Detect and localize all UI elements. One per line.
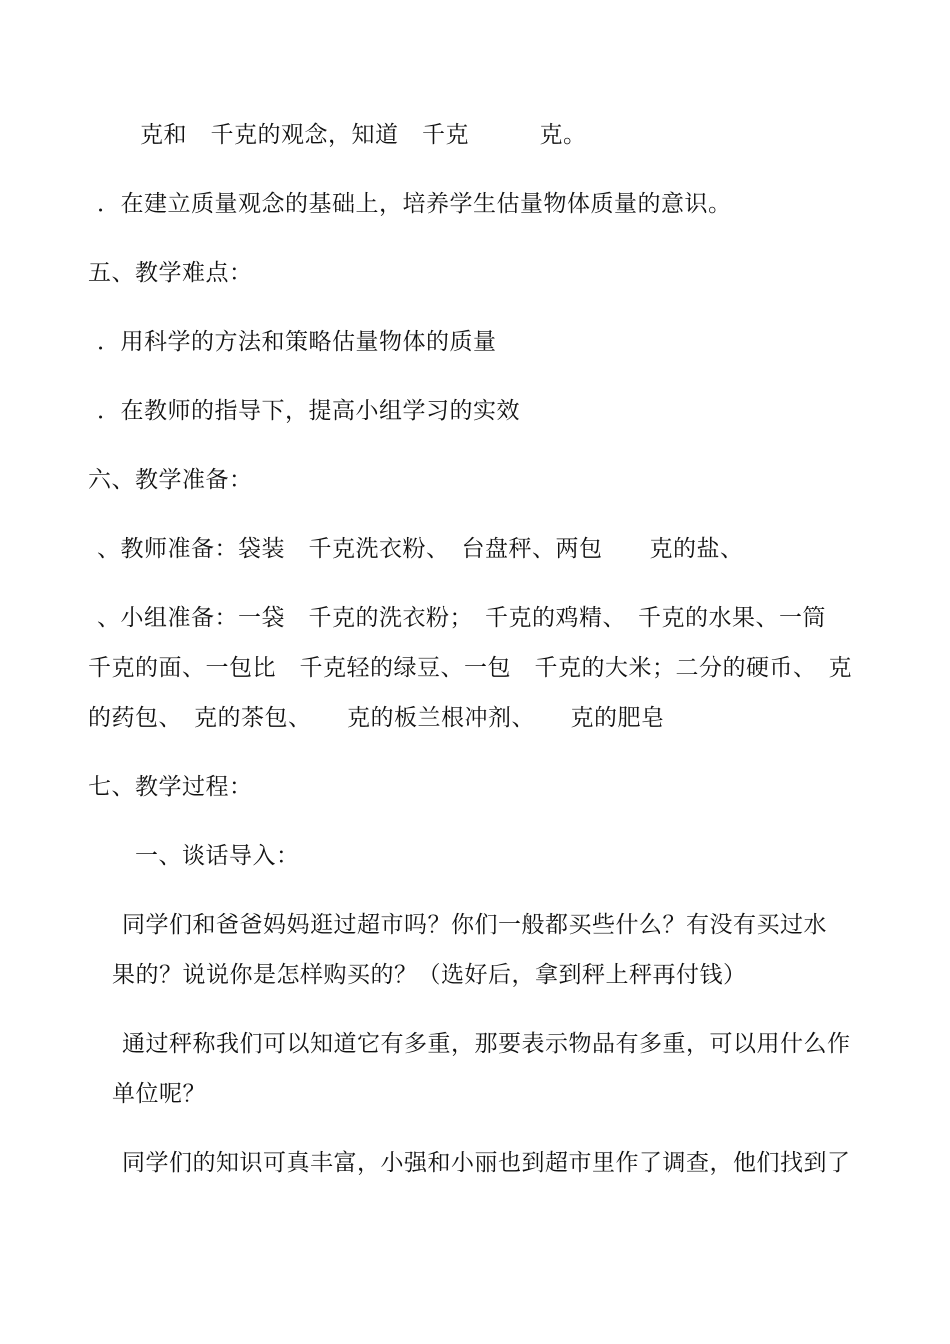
text-line: 同学们和爸爸妈妈逛过超市吗？你们一般都买些什么？有没有买过水 [122, 912, 827, 938]
text-line: ．在教师的指导下，提高小组学习的实效 [97, 398, 520, 424]
text-line: 、小组准备：一袋 千克的洗衣粉； 千克的鸡精、 千克的水果、一筒 [97, 605, 826, 631]
text-line: ．用科学的方法和策略估量物体的质量 [97, 329, 497, 355]
text-line: 单位呢？ [112, 1081, 206, 1107]
subsection-heading: 一、谈话导入： [135, 843, 300, 869]
text-line: 千克的面、一包比 千克轻的绿豆、一包 千克的大米；二分的硬币、 克 [88, 655, 852, 681]
text-line: 克和 千克的观念，知道 千克 克。 [140, 122, 587, 148]
text-line: 、教师准备：袋装 千克洗衣粉、 台盘秤、两包 克的盐、 [97, 536, 744, 562]
text-line: ．在建立质量观念的基础上，培养学生估量物体质量的意识。 [97, 191, 732, 217]
section-heading: 五、教学难点： [88, 260, 253, 286]
section-heading: 七、教学过程： [88, 774, 253, 800]
text-line: 果的？说说你是怎样购买的？（选好后，拿到秤上秤再付钱） [112, 962, 747, 988]
text-line: 同学们的知识可真丰富，小强和小丽也到超市里作了调查，他们找到了 [122, 1150, 851, 1176]
text-line: 通过秤称我们可以知道它有多重，那要表示物品有多重，可以用什么作 [122, 1031, 851, 1057]
text-line: 的药包、 克的茶包、 克的板兰根冲剂、 克的肥皂 [88, 705, 665, 731]
section-heading: 六、教学准备： [88, 467, 253, 493]
